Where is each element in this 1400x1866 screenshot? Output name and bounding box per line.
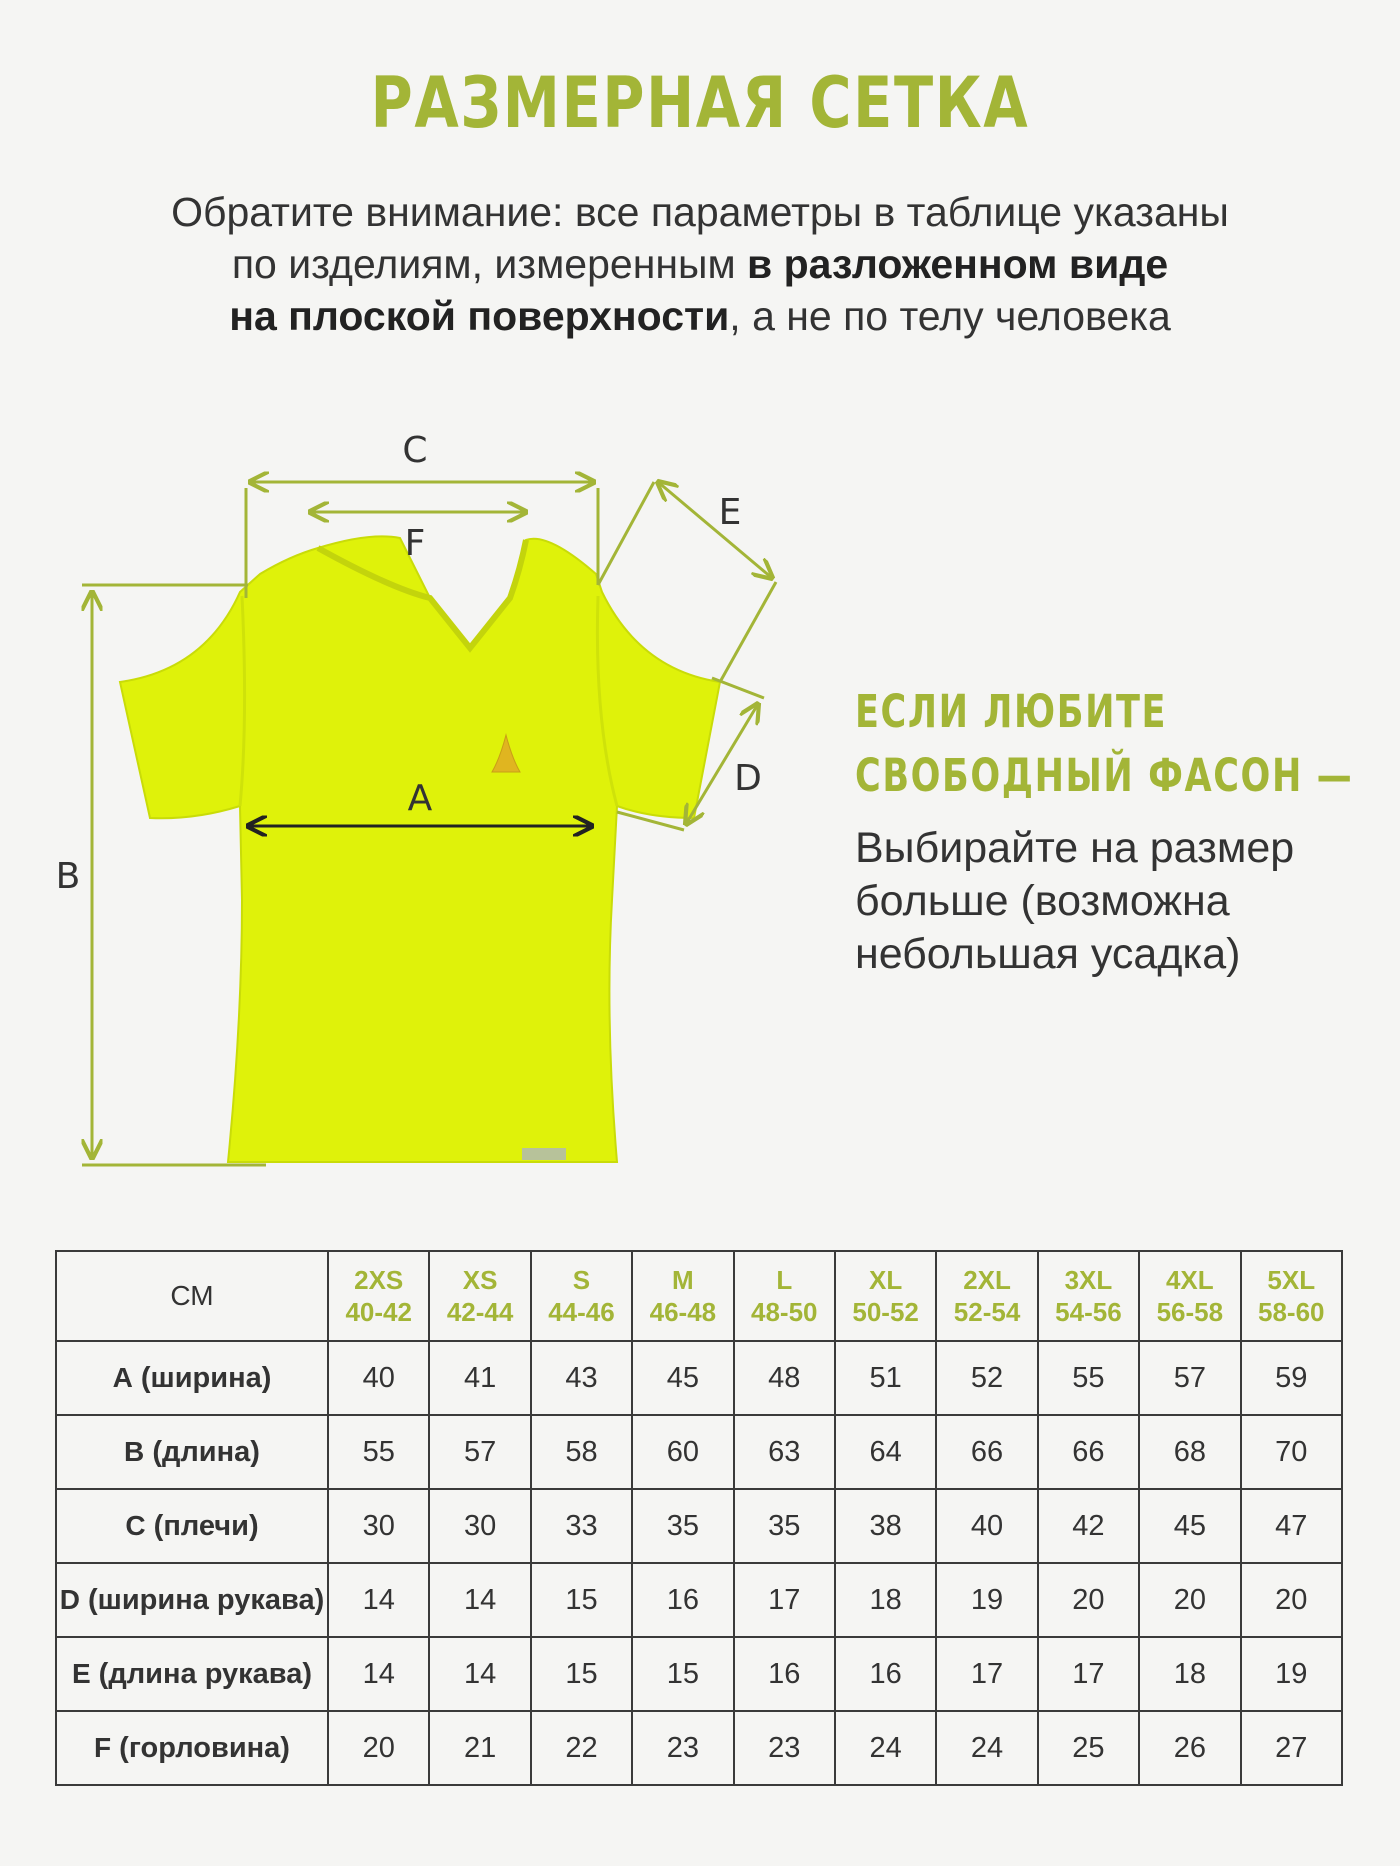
table-cell: 15 <box>632 1637 733 1711</box>
side-note-text-line-1: Выбирайте на размер <box>855 824 1295 872</box>
side-note-text-line-3: небольшая усадка) <box>855 930 1241 978</box>
size-label: 5XL <box>1267 1265 1316 1295</box>
size-range: 56-58 <box>1156 1297 1224 1327</box>
table-cell: 19 <box>1241 1637 1342 1711</box>
size-header <box>835 1251 936 1341</box>
table-cell: 14 <box>429 1637 530 1711</box>
table-row <box>56 1489 1342 1563</box>
size-range: 44-46 <box>548 1297 615 1327</box>
table-cell: 23 <box>734 1711 835 1785</box>
label-c: C <box>402 430 428 471</box>
measure-e-line <box>658 482 772 578</box>
intro-line-3-plain: , а не по телу человека <box>729 293 1171 339</box>
table-cell: 17 <box>1038 1637 1139 1711</box>
table-cell: 57 <box>1139 1341 1240 1415</box>
row-label <box>56 1415 328 1489</box>
table-cell: 20 <box>328 1711 429 1785</box>
table-cell: 15 <box>531 1563 632 1637</box>
intro-line-2-bold: в разложенном виде <box>747 241 1169 287</box>
label-d: D <box>734 758 762 799</box>
size-label: XS <box>462 1265 498 1295</box>
table-cell: 51 <box>835 1341 936 1415</box>
size-table-header <box>56 1251 1342 1341</box>
row-description: (ширина рукава) <box>79 1583 325 1616</box>
table-row <box>56 1415 1342 1489</box>
size-range: 40-42 <box>345 1297 412 1327</box>
row-letter: C <box>125 1509 146 1541</box>
table-cell: 21 <box>429 1711 530 1785</box>
table-cell: 23 <box>632 1711 733 1785</box>
size-range: 48-50 <box>751 1297 818 1327</box>
size-header <box>328 1251 429 1341</box>
table-cell: 43 <box>531 1341 632 1415</box>
table-cell: 25 <box>1038 1711 1139 1785</box>
label-b: B <box>55 856 81 897</box>
table-cell: 16 <box>734 1637 835 1711</box>
table-cell: 30 <box>429 1489 530 1563</box>
side-note-title <box>855 680 1354 808</box>
size-header <box>632 1251 733 1341</box>
table-cell: 26 <box>1139 1711 1240 1785</box>
table-cell: 17 <box>734 1563 835 1637</box>
row-label <box>56 1637 328 1711</box>
row-letter: D <box>59 1583 80 1615</box>
table-cell: 18 <box>835 1563 936 1637</box>
table-cell: 64 <box>835 1415 936 1489</box>
size-label: 2XS <box>354 1265 404 1295</box>
table-cell: 68 <box>1139 1415 1240 1489</box>
size-header <box>429 1251 530 1341</box>
intro-note <box>0 186 1400 342</box>
table-cell: 66 <box>936 1415 1037 1489</box>
size-range: 58-60 <box>1258 1297 1325 1327</box>
size-header <box>1139 1251 1240 1341</box>
size-label: 4XL <box>1165 1265 1214 1295</box>
tshirt-body <box>120 536 720 1162</box>
page-title: РАЗМЕРНАЯ СЕТКА <box>370 62 1030 144</box>
table-cell: 24 <box>936 1711 1037 1785</box>
table-cell: 40 <box>328 1341 429 1415</box>
table-cell: 14 <box>429 1563 530 1637</box>
table-cell: 63 <box>734 1415 835 1489</box>
size-header <box>936 1251 1037 1341</box>
row-letter: A <box>112 1361 133 1393</box>
table-cell: 30 <box>328 1489 429 1563</box>
table-cell: 57 <box>429 1415 530 1489</box>
row-description: (длина) <box>144 1435 260 1468</box>
size-table-body <box>56 1341 1342 1785</box>
table-cell: 16 <box>632 1563 733 1637</box>
table-cell: 35 <box>734 1489 835 1563</box>
table-cell: 35 <box>632 1489 733 1563</box>
table-cell: 24 <box>835 1711 936 1785</box>
table-cell: 14 <box>328 1637 429 1711</box>
table-cell: 27 <box>1241 1711 1342 1785</box>
table-row <box>56 1341 1342 1415</box>
hem-tag <box>522 1148 566 1160</box>
table-cell: 20 <box>1139 1563 1240 1637</box>
tshirt-measurement-diagram <box>0 420 820 1200</box>
table-cell: 14 <box>328 1563 429 1637</box>
table-cell: 20 <box>1038 1563 1139 1637</box>
table-cell: 45 <box>1139 1489 1240 1563</box>
row-description: (ширина) <box>132 1361 272 1394</box>
size-label: L <box>776 1265 793 1295</box>
row-label <box>56 1711 328 1785</box>
size-header <box>734 1251 835 1341</box>
table-row <box>56 1711 1342 1785</box>
row-letter: E <box>71 1657 91 1689</box>
size-range: 52-54 <box>953 1297 1021 1327</box>
table-cell: 47 <box>1241 1489 1342 1563</box>
label-e: E <box>718 492 742 533</box>
size-range: 46-48 <box>649 1297 717 1327</box>
table-cell: 17 <box>936 1637 1037 1711</box>
row-description: (длина рукава) <box>90 1657 313 1690</box>
table-cell: 60 <box>632 1415 733 1489</box>
intro-line-3-bold: на плоской поверхности <box>229 293 730 339</box>
table-cell: 40 <box>936 1489 1037 1563</box>
table-cell: 45 <box>632 1341 733 1415</box>
side-note-text <box>855 822 1375 981</box>
table-cell: 15 <box>531 1637 632 1711</box>
table-row <box>56 1637 1342 1711</box>
row-label <box>56 1341 328 1415</box>
size-header <box>1241 1251 1342 1341</box>
row-description: (плечи) <box>145 1509 259 1542</box>
size-range: 54-56 <box>1055 1297 1122 1327</box>
size-range: 50-52 <box>852 1297 919 1327</box>
intro-line-2-plain: по изделиям, измеренным <box>231 241 748 287</box>
intro-line-2 <box>0 238 1400 290</box>
table-cell: 55 <box>1038 1341 1139 1415</box>
table-cell: 48 <box>734 1341 835 1415</box>
table-cell: 38 <box>835 1489 936 1563</box>
table-cell: 33 <box>531 1489 632 1563</box>
row-letter: F <box>94 1731 112 1763</box>
row-label <box>56 1563 328 1637</box>
size-header <box>1038 1251 1139 1341</box>
table-cell: 55 <box>328 1415 429 1489</box>
table-cell: 58 <box>531 1415 632 1489</box>
table-cell: 59 <box>1241 1341 1342 1415</box>
size-range: 42-44 <box>446 1297 514 1327</box>
size-table <box>55 1250 1343 1786</box>
side-note-text-line-2: больше (возможна <box>855 877 1230 925</box>
label-f: F <box>404 523 426 564</box>
table-cell: 19 <box>936 1563 1037 1637</box>
table-cell: 52 <box>936 1341 1037 1415</box>
size-label: 2XL <box>963 1265 1011 1295</box>
size-header <box>531 1251 632 1341</box>
table-cell: 20 <box>1241 1563 1342 1637</box>
table-cell: 22 <box>531 1711 632 1785</box>
table-row <box>56 1563 1342 1637</box>
table-cell: 18 <box>1139 1637 1240 1711</box>
table-cell: 41 <box>429 1341 530 1415</box>
label-a: A <box>407 778 433 819</box>
size-label: M <box>672 1265 694 1295</box>
intro-line-3 <box>0 290 1400 342</box>
table-cell: 70 <box>1241 1415 1342 1489</box>
size-label: 3XL <box>1064 1265 1113 1295</box>
row-letter: B <box>124 1435 145 1467</box>
table-cell: 66 <box>1038 1415 1139 1489</box>
side-note-title-line-2: СВОБОДНЫЙ ФАСОН — <box>855 749 1354 802</box>
units-header: СМ <box>56 1251 328 1341</box>
intro-line-1: Обратите внимание: все параметры в таблице указаны <box>171 189 1229 235</box>
table-cell: 42 <box>1038 1489 1139 1563</box>
size-label: S <box>572 1265 591 1295</box>
side-note-title-line-1: ЕСЛИ ЛЮБИТЕ <box>855 685 1168 738</box>
row-label <box>56 1489 328 1563</box>
size-label: XL <box>869 1265 903 1295</box>
row-description: (горловина) <box>111 1731 290 1764</box>
table-cell: 16 <box>835 1637 936 1711</box>
